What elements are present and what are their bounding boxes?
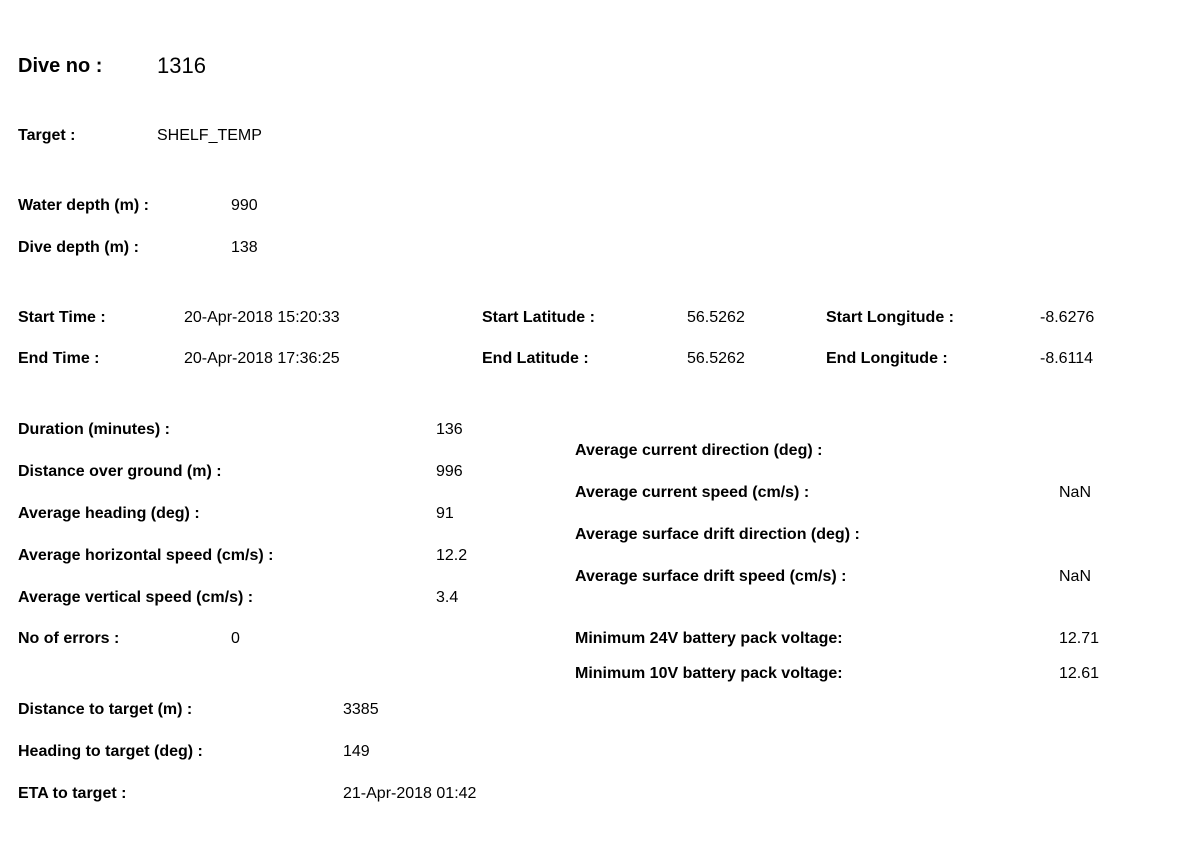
heading-to-target-label: Heading to target (deg) :	[18, 743, 203, 760]
distance-to-target-label: Distance to target (m) :	[18, 701, 193, 718]
average-current-speed-value: NaN	[1059, 484, 1092, 501]
average-heading-label: Average heading (deg) :	[18, 505, 200, 522]
eta-to-target-label: ETA to target :	[18, 785, 127, 802]
distance-to-target-value: 3385	[343, 701, 379, 718]
average-vertical-speed-value: 3.4	[436, 589, 459, 606]
heading-to-target-value: 149	[343, 743, 370, 760]
end-longitude-label: End Longitude :	[826, 350, 948, 367]
duration-value: 136	[436, 421, 463, 438]
dive-depth-value: 138	[231, 239, 258, 256]
average-current-speed-label: Average current speed (cm/s) :	[575, 484, 810, 501]
dive-depth-label: Dive depth (m) :	[18, 239, 139, 256]
end-latitude-value: 56.5262	[687, 350, 745, 367]
end-latitude-label: End Latitude :	[482, 350, 589, 367]
average-horizontal-speed-value: 12.2	[436, 547, 468, 564]
minimum-24v-battery-label: Minimum 24V battery pack voltage:	[575, 630, 843, 647]
distance-over-ground-label: Distance over ground (m) :	[18, 463, 222, 480]
water-depth-value: 990	[231, 197, 258, 214]
target-label: Target :	[18, 127, 76, 144]
end-longitude-value: -8.6114	[1040, 350, 1094, 367]
start-latitude-value: 56.5262	[687, 309, 745, 326]
end-time-label: End Time :	[18, 350, 100, 367]
no-of-errors-value: 0	[231, 630, 240, 647]
start-longitude-label: Start Longitude :	[826, 309, 954, 326]
average-heading-value: 91	[436, 505, 454, 522]
target-value: SHELF_TEMP	[157, 127, 262, 144]
minimum-24v-battery-value: 12.71	[1059, 630, 1100, 647]
start-longitude-value: -8.6276	[1040, 309, 1095, 326]
minimum-10v-battery-value: 12.61	[1059, 665, 1100, 682]
start-time-label: Start Time :	[18, 309, 106, 326]
start-time-value: 20-Apr-2018 15:20:33	[184, 309, 340, 326]
average-vertical-speed-label: Average vertical speed (cm/s) :	[18, 589, 254, 606]
average-horizontal-speed-label: Average horizontal speed (cm/s) :	[18, 547, 274, 564]
distance-over-ground-value: 996	[436, 463, 463, 480]
dive-no-label: Dive no :	[18, 55, 103, 77]
water-depth-label: Water depth (m) :	[18, 197, 149, 214]
dive-no-value: 1316	[157, 53, 206, 78]
minimum-10v-battery-label: Minimum 10V battery pack voltage:	[575, 665, 843, 682]
eta-to-target-value: 21-Apr-2018 01:42	[343, 785, 477, 802]
duration-label: Duration (minutes) :	[18, 421, 170, 438]
end-time-value: 20-Apr-2018 17:36:25	[184, 350, 340, 367]
start-latitude-label: Start Latitude :	[482, 309, 595, 326]
average-surface-drift-direction-label: Average surface drift direction (deg) :	[575, 526, 860, 543]
no-of-errors-label: No of errors :	[18, 630, 120, 647]
average-surface-drift-speed-value: NaN	[1059, 568, 1092, 585]
average-current-direction-label: Average current direction (deg) :	[575, 442, 823, 459]
average-surface-drift-speed-label: Average surface drift speed (cm/s) :	[575, 568, 847, 585]
